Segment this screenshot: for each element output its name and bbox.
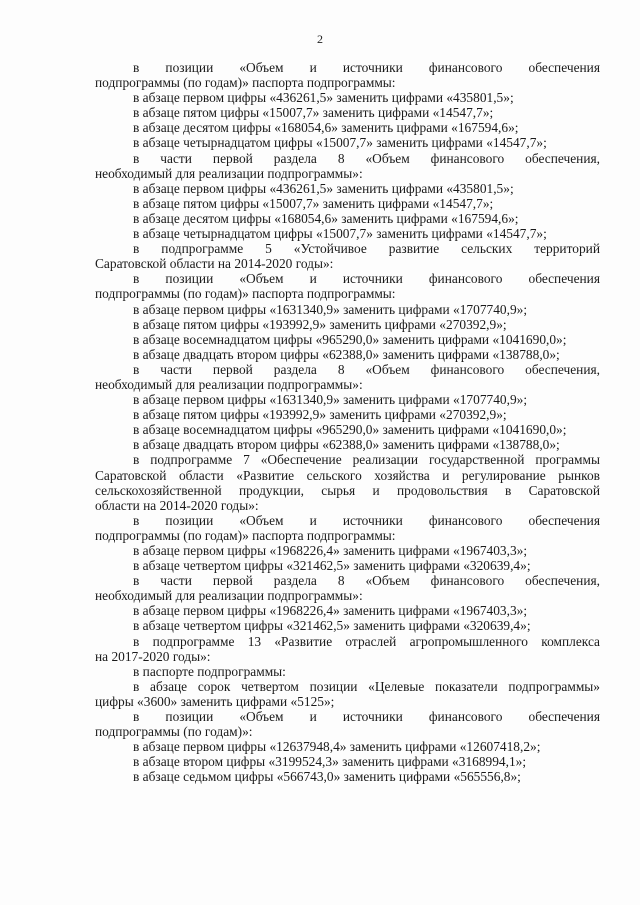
text-line: в абзаце пятом цифры «15007,7» заменить цифрами «14547,7»; xyxy=(133,105,494,121)
text-line: в абзаце четырнадцатом цифры «15007,7» заменить цифрами «14547,7»; xyxy=(133,135,547,151)
text-line: в части первой раздела 8 «Объем финансового обеспечения, xyxy=(133,573,600,589)
page-number: 2 xyxy=(317,32,323,46)
text-line: в абзаце десятом цифры «168054,6» заменить цифрами «167594,6»; xyxy=(133,120,519,136)
text-line: в абзаце двадцать втором цифры «62388,0» заменить цифрами «138788,0»; xyxy=(133,437,560,453)
text-line: в абзаце четырнадцатом цифры «15007,7» заменить цифрами «14547,7»; xyxy=(133,226,547,242)
text-line: в позиции «Объем и источники финансового обеспечения xyxy=(133,709,600,725)
text-line: сельскохозяйственной продукции, сырья и продовольствия в Саратовской xyxy=(95,482,600,498)
text-line: в абзаце восемнадцатом цифры «965290,0» заменить цифрами «1041690,0»; xyxy=(133,331,567,347)
text-line: в паспорте подпрограммы: xyxy=(133,663,286,679)
text-line: необходимый для реализации подпрограммы»: xyxy=(95,588,363,604)
text-line: области на 2014-2020 годы»: xyxy=(95,497,259,513)
text-line: необходимый для реализации подпрограммы»: xyxy=(95,376,363,392)
text-line: подпрограммы (по годам)» паспорта подпрограммы: xyxy=(95,75,396,91)
text-line: в абзаце первом цифры «436261,5» заменить цифрами «435801,5»; xyxy=(133,90,514,106)
text-line: в абзаце первом цифры «1968226,4» заменить цифрами «1967403,3»; xyxy=(133,603,528,619)
text-line: в абзаце первом цифры «1631340,9» заменить цифрами «1707740,9»; xyxy=(133,301,528,317)
text-line: в подпрограмме 5 «Устойчивое развитие сельских территорий xyxy=(133,241,600,257)
text-line: подпрограммы (по годам)»: xyxy=(95,724,253,740)
text-line: в абзаце восемнадцатом цифры «965290,0» заменить цифрами «1041690,0»; xyxy=(133,422,567,438)
text-line: в абзаце первом цифры «1631340,9» заменить цифрами «1707740,9»; xyxy=(133,392,528,408)
text-line: в абзаце пятом цифры «193992,9» заменить цифрами «270392,9»; xyxy=(133,407,507,423)
text-line: в абзаце пятом цифры «193992,9» заменить цифрами «270392,9»; xyxy=(133,316,507,332)
text-line: в абзаце четвертом цифры «321462,5» заменить цифрами «320639,4»; xyxy=(133,618,531,634)
text-line: в позиции «Объем и источники финансового обеспечения xyxy=(133,271,600,287)
text-line: Саратовской области на 2014-2020 годы»: xyxy=(95,256,334,272)
text-line: в части первой раздела 8 «Объем финансового обеспечения, xyxy=(133,150,600,166)
text-line: подпрограммы (по годам)» паспорта подпрограммы: xyxy=(95,286,396,302)
text-line: на 2017-2020 годы»: xyxy=(95,648,211,664)
text-line: в абзаце десятом цифры «168054,6» заменить цифрами «167594,6»; xyxy=(133,210,519,226)
text-line: в позиции «Объем и источники финансового обеспечения xyxy=(133,60,600,75)
text-line: в абзаце втором цифры «3199524,3» заменить цифрами «3168994,1»; xyxy=(133,754,527,770)
text-line: Саратовской области «Развитие сельского хозяйства и регулирование рынков xyxy=(95,467,600,483)
text-line: в подпрограмме 7 «Обеспечение реализации государственной программы xyxy=(133,452,600,468)
text-line: в абзаце первом цифры «1968226,4» заменить цифрами «1967403,3»; xyxy=(133,543,528,558)
text-line: в части первой раздела 8 «Объем финансового обеспечения, xyxy=(133,361,600,377)
text-line: в абзаце пятом цифры «15007,7» заменить цифрами «14547,7»; xyxy=(133,195,494,211)
text-line: в абзаце первом цифры «12637948,4» заменить цифрами «12607418,2»; xyxy=(133,739,541,755)
text-line: в позиции «Объем и источники финансового обеспечения xyxy=(133,512,600,528)
document-body xyxy=(95,60,600,785)
text-line: цифры «3600» заменить цифрами «5125»; xyxy=(95,693,335,709)
text-line: подпрограммы (по годам)» паспорта подпрограммы: xyxy=(95,527,396,543)
text-line: в абзаце четвертом цифры «321462,5» заменить цифрами «320639,4»; xyxy=(133,558,531,574)
text-line: в абзаце седьмом цифры «566743,0» заменить цифрами «565556,8»; xyxy=(133,769,521,785)
text-line: в абзаце сорок четвертом позиции «Целевые показатели подпрограммы» xyxy=(133,678,600,694)
text-line: в абзаце первом цифры «436261,5» заменить цифрами «435801,5»; xyxy=(133,180,514,196)
text-line: необходимый для реализации подпрограммы»: xyxy=(95,165,363,181)
text-line: в подпрограмме 13 «Развитие отраслей агропромышленного комплекса xyxy=(133,633,600,649)
text-line: в абзаце двадцать втором цифры «62388,0» заменить цифрами «138788,0»; xyxy=(133,346,560,362)
